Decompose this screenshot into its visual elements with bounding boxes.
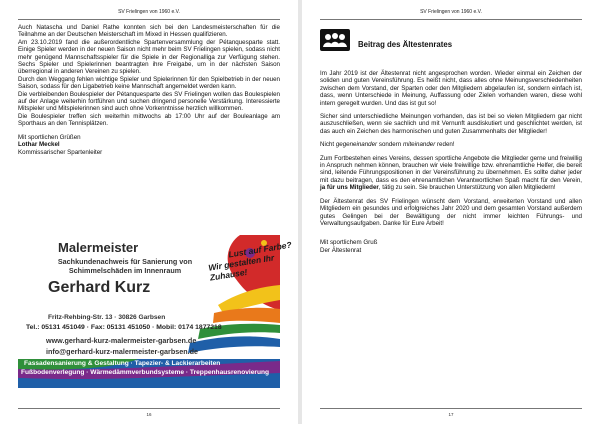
paragraph: Im Jahr 2019 ist der Ältestenrat nicht angesprochen worden. Wieder einmal ein Zeichen der soliden und guten Vereinsführung. Es heißt nicht, dass alles ohne Meinungsverschiedenheiten zwischen dem Vorstand, der Sparten oder den Mitgliedern abgelaufen ist, sondern einfach ist, dass, wenn Unterschiede in Meinung, Auffassung oder Zielen vorhanden waren, diese wohl intern geregelt wurden. Und das ist gut so!: [320, 70, 582, 107]
text-run: , tätig zu sein. Sie brauchen Unterstützung von allen Mitgliedern!: [378, 184, 556, 192]
ad-slogan-line: Lust auf Farbe?: [227, 239, 293, 260]
ad-slogan-line: Wir gestalten Ihr Zuhause!: [207, 252, 275, 283]
emphasis: miteinander: [402, 141, 436, 149]
text-run: sondern: [377, 141, 403, 149]
ad-subtitle: [50, 257, 200, 275]
article-body: [320, 70, 582, 254]
ad-services-line: Fußbodenverlegung · Wärmedämmverbundsysteme · Treppenhausrenovierung: [21, 369, 270, 376]
paragraph: [320, 155, 582, 192]
paragraph: Sicher sind unterschiedliche Meinungen vorhanden, das ist bei so vielen Mitgliedern gar nicht auszuschließen, wenn sie sachlich und mit Vernunft ausdiskutiert und geschlichtet werden, ist das auch ein Zeichen des harmonischen und guten Zusammenhalts der Mitglieder!: [320, 113, 582, 135]
ad-business-name: Gerhard Kurz: [48, 279, 151, 296]
paragraph: Die Boulespieler treffen sich weiterhin mittwochs ab 17:00 Uhr auf der Bouleanlage am Sporthaus an den Tennisplätzen.: [18, 112, 280, 128]
ad-services-line: Fassadensanierung & Gestaltung · Tapezier- & Lackierarbeiten: [24, 360, 221, 367]
ad-subtitle-line: Schimmelschäden im Innenraum: [68, 266, 182, 275]
footer-rule: [18, 408, 280, 409]
right-page: [302, 0, 600, 424]
left-page: [0, 0, 298, 424]
text-run: Zum Fortbestehen eines Vereins, dessen sportliche Angebote die Mitglieder gerne und freiwillig in Anspruch nehmen können, brauchen wir viele freiwillige bzw. ehrenamtliche Helfer, die bereit sind, leitende Führungspositionen in der Vereinsführung zu übernehmen. Es sollte daher jeder mit dazu beitragen, dass es den ehrenamtlichen Verantwortlichen Spaß macht für den Verein,: [320, 154, 582, 184]
closing: Mit sportlichem Gruß: [320, 239, 378, 247]
painter-advertisement: [18, 235, 293, 388]
ad-email-link[interactable]: info@gerhard-kurz-malermeister-garbsen.de: [46, 347, 198, 356]
header-rule: [18, 19, 280, 20]
paragraph: Der Ältestenrat des SV Frielingen wünscht dem Vorstand, erweiterten Vorstand und allen Mitgliedern ein gesundes und erfolgreiches Jahr 2020 und dem gesamten Vorstand außerdem gutes Gelingen bei der Bewältigung der nicht immer leichten Führungs- und Verwaltungsaufgaben. Danke für Eure Arbeit!: [320, 197, 582, 227]
ad-phone-numbers: Tel.: 05131 451049 · Fax: 05131 451050 · Mobil: 0174 1877218: [26, 324, 222, 331]
header-rule: [320, 19, 582, 20]
signature: Der Ältestenrat: [320, 246, 362, 254]
paragraph: Auch Natascha und Daniel Rathe konnten sich bei den Landesmeisterschaften für die Teilnahme an der Deutschen Meisterschaft im Mixed in Hessen qualifizieren.: [18, 24, 280, 39]
text-run: Nicht: [320, 141, 336, 149]
ad-title: Malermeister: [58, 240, 139, 255]
page-header: SV Frielingen von 1960 e.V.: [118, 9, 180, 15]
ad-subtitle-line: Sachkundenachweis für Sanierung von: [57, 257, 193, 266]
page-number: 17: [448, 412, 454, 417]
elders-council-emblem-icon: [320, 29, 350, 51]
emphasis: gegeneinander: [335, 141, 378, 149]
article-title: Beitrag des Ältestenrates: [358, 40, 453, 49]
paragraph: Durch den Weggang fehlen wichtige Spieler und Spielerinnen für den Spielbetrieb in der neuen Saison, sodass für den Ligabetrieb keine Mannschaft angemeldet werden kann.: [18, 75, 280, 91]
paragraph: [320, 141, 582, 148]
ad-address: Fritz-Rehbing-Str. 13 · 30826 Garbsen: [48, 314, 166, 321]
page-header: SV Frielingen von 1960 e.V.: [420, 9, 482, 15]
signature-name: Lothar Meckel: [18, 141, 60, 149]
signature-role: Kommissarischer Spartenleiter: [18, 148, 103, 156]
text-run: reden!: [435, 141, 455, 149]
emphasis: ja für uns Mitglieder: [320, 184, 379, 192]
article-body: [18, 24, 280, 156]
paragraph: Die verbleibenden Boulespieler der Pétanquesparte des SV Frielingen wollen das Boulespielen auf der Anlage weiterhin fortführen und suchen dringend personelle Verstärkung. Interessierte Mitspieler und Mitspielerinnen sind auch ohne Vorkenntnisse herzlich willkommen.: [18, 90, 280, 113]
paragraph: Am 23.10.2019 fand die außerordentliche Spartenversammlung der Pétanquesparte statt. Einige Spieler werden in der neuen Saison nicht mehr beim SV Frielingen spielen, sodass nicht mehr genügend Mannschaftsspieler für die Spiele in der Regionalliga zur Verfügung stehen. Sechs Spieler und Spielerinnen beantragten ihre Freigabe, um in der nächsten Saison überregional in anderen Vereinen zu spielen.: [18, 38, 280, 76]
footer-rule: [320, 408, 582, 409]
ad-website-link[interactable]: www.gerhard-kurz-malermeister-garbsen.de: [46, 336, 197, 345]
closing: Mit sportlichen Grüßen: [18, 133, 81, 141]
page-number: 16: [146, 412, 152, 417]
